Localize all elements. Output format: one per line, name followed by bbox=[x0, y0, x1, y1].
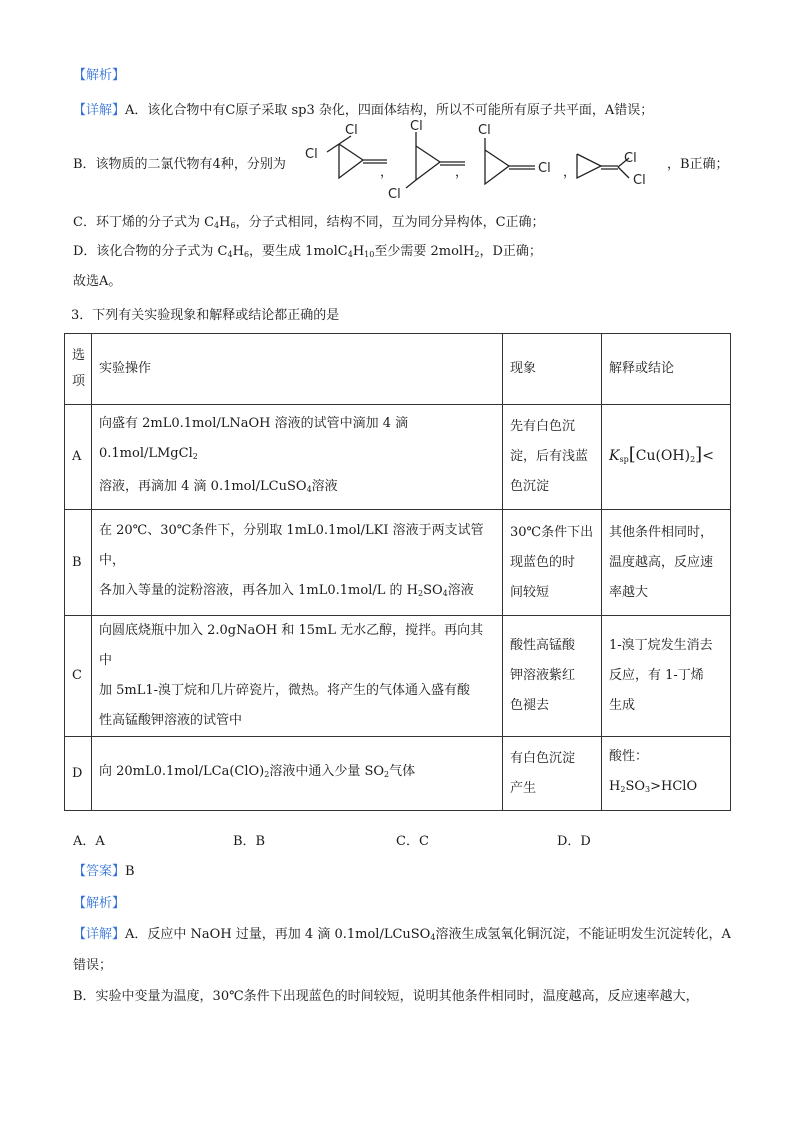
detail2-line-a: 【详解】A．反应中 NaOH 过量，再加 4 滴 0.1mol/LCuSO$_4$溶液生成氢氧化铜沉淀，不能证明发生沉淀转化，A bbox=[73, 927, 731, 942]
d-s1: 4 bbox=[227, 250, 233, 259]
header-option: 选 项 bbox=[65, 334, 92, 405]
c-text-3: ，分子式相同，结构不同，互为同分异构体，C正确； bbox=[235, 215, 545, 230]
d-s4: 10 bbox=[364, 250, 375, 259]
detail-line-b-suffix: ，B正确； bbox=[667, 157, 729, 172]
s2-cl-top: Cl bbox=[410, 119, 423, 134]
option-a: A．A bbox=[73, 834, 105, 849]
detail-line-c bbox=[73, 213, 545, 236]
detail-line-a bbox=[73, 101, 653, 121]
d-s2: 6 bbox=[243, 250, 250, 259]
s3-cl-right: Cl bbox=[538, 161, 551, 176]
dichloro-structures bbox=[73, 119, 753, 210]
d-t4: H bbox=[352, 244, 365, 259]
c-sub-1: 4 bbox=[214, 221, 220, 230]
row-b-operation: 在 20℃、30℃条件下，分别取 1mL0.1mol/LKI 溶液于两支试管中， 各加入等量的淀粉溶液，再各加入 1mL0.1mol/L 的 $H_2SO_4$溶液 bbox=[92, 510, 503, 616]
detail-tag-2: 【详解】 bbox=[73, 927, 126, 942]
c-text-2: H bbox=[219, 215, 231, 230]
sep-3: ， bbox=[563, 165, 577, 180]
sep-1: ， bbox=[380, 165, 394, 180]
s2-cl-bottom: Cl bbox=[388, 187, 401, 202]
row-c-operation: 向圆底烧瓶中加入 2.0gNaOH 和 15mL 无水乙醇，搅拌。再向其中 加 5mL1-溴丁烷和几片碎瓷片，微热。将产生的气体通入盛有酸 性高锰酸钾溶液的试管中 bbox=[92, 616, 503, 737]
d-t3: ，要生成 1molC bbox=[249, 244, 348, 259]
answer-tag: 【答案】 bbox=[73, 864, 126, 879]
detail-line-b-prefix: B．该物质的二氯代物有4种，分别为 bbox=[73, 157, 286, 172]
header-conclusion: 解释或结论 bbox=[602, 334, 731, 405]
row-a-phenomenon: 先有白色沉 淀，后有浅蓝 色沉淀 bbox=[503, 405, 602, 510]
table-row-b bbox=[65, 510, 731, 616]
structure-4 bbox=[577, 154, 629, 178]
c-sub-2: 6 bbox=[230, 221, 236, 230]
header-operation: 实验操作 bbox=[92, 334, 503, 405]
option-c: C．C bbox=[396, 834, 429, 849]
d-t2: H bbox=[232, 244, 244, 259]
structure-3 bbox=[485, 138, 535, 184]
option-b: B．B bbox=[233, 834, 266, 849]
ksp-expression: $K_{sp}[Cu(OH)_2]<$ bbox=[609, 443, 714, 465]
s1-cl-top: Cl bbox=[345, 123, 358, 138]
row-d-phenomenon: 有白色沉淀 产生 bbox=[503, 737, 602, 811]
row-b-phenomenon: 30℃条件下出 现蓝色的时 间较短 bbox=[503, 510, 602, 616]
d-s3: 4 bbox=[347, 250, 353, 259]
answer-value: B bbox=[125, 864, 135, 879]
question-3: 3．下列有关实验现象和解释或结论都正确的是 bbox=[71, 308, 340, 323]
row-d-operation: 向 $20mL0.1mol/LCa(ClO)_2$溶液中通入少量 $SO_2$气体 bbox=[92, 737, 503, 811]
s4-cl-top: Cl bbox=[624, 151, 637, 166]
table-row-a bbox=[65, 405, 731, 510]
answer-line bbox=[73, 862, 135, 882]
row-a-option: A bbox=[65, 405, 92, 510]
table-row-c bbox=[65, 616, 731, 737]
table-header-row bbox=[65, 334, 731, 405]
row-c-phenomenon: 酸性高锰酸 钾溶液紫红 色褪去 bbox=[503, 616, 602, 737]
conclusion: 故选A。 bbox=[73, 274, 122, 289]
s3-cl-top: Cl bbox=[478, 123, 491, 138]
row-c-conclusion: 1-溴丁烷发生消去 反应，有 1-丁烯 生成 bbox=[602, 616, 731, 737]
detail-line-d bbox=[73, 242, 542, 265]
header-phenomenon: 现象 bbox=[503, 334, 602, 405]
detail-tag: 【详解】 bbox=[73, 103, 126, 118]
d-s5: 2 bbox=[474, 250, 480, 259]
experiment-table bbox=[64, 333, 731, 811]
structures-svg bbox=[73, 119, 753, 210]
detail-a-text: A．该化合物中有C原子采取 sp3 杂化，四面体结构，所以不可能所有原子共平面，A错误； bbox=[125, 103, 654, 118]
row-b-option: B bbox=[65, 510, 92, 616]
detail2-line-a-cont: 错误； bbox=[73, 958, 113, 973]
row-d-option: D bbox=[65, 737, 92, 811]
d-t1: D．该化合物的分子式为 C bbox=[73, 244, 228, 259]
sep-2: ， bbox=[455, 165, 469, 180]
row-a-operation: 向盛有 2mL0.1mol/LNaOH 溶液的试管中滴加 4 滴 0.1mol/LMgCl$_2$ 溶液，再滴加 4 滴 0.1mol/LCuSO$_4$溶液 bbox=[92, 405, 503, 510]
analysis-heading: 【解析】 bbox=[73, 68, 126, 83]
c-text-1: C．环丁烯的分子式为 C bbox=[73, 215, 215, 230]
analysis-heading-2: 【解析】 bbox=[73, 896, 126, 911]
row-a-conclusion bbox=[602, 405, 731, 510]
d-t6: ，D正确； bbox=[479, 244, 542, 259]
d-t5: 至少需要 2molH bbox=[374, 244, 475, 259]
detail2-line-b: B．实验中变量为温度，30℃条件下出现蓝色的时间较短，说明其他条件相同时，温度越高，反应速率越大， bbox=[73, 989, 699, 1004]
row-d-conclusion: 酸性：$H_2SO_3>HClO$ bbox=[602, 737, 731, 811]
row-c-option: C bbox=[65, 616, 92, 737]
s1-cl-left: Cl bbox=[305, 147, 318, 162]
s4-cl-bottom: Cl bbox=[633, 173, 646, 188]
row-b-conclusion: 其他条件相同时， 温度越高，反应速 率越大 bbox=[602, 510, 731, 616]
option-d: D．D bbox=[557, 834, 591, 849]
structure-1 bbox=[327, 136, 387, 178]
table-row-d bbox=[65, 737, 731, 811]
